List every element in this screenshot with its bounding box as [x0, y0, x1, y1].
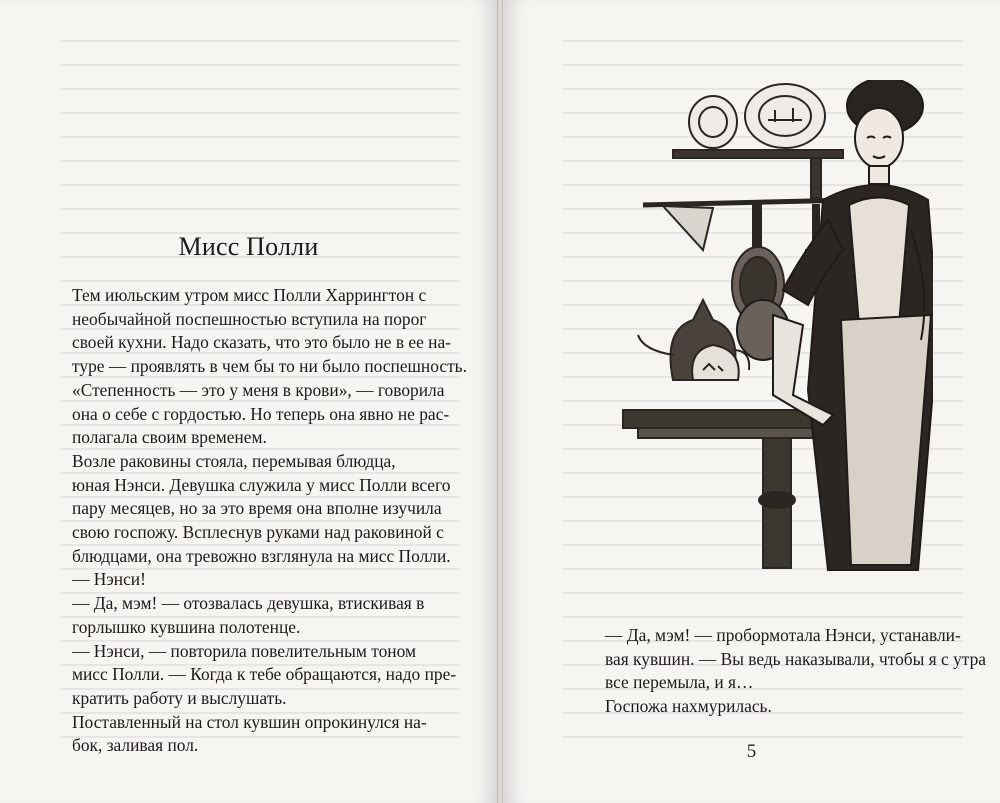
text-line: Поставленный на стол кувшин опрокинулся на- — [72, 711, 427, 732]
right-page — [503, 0, 1000, 803]
text-line: — Нэнси, — повторила повелительным тоном — [72, 640, 416, 661]
woman-in-kitchen-illustration-icon — [563, 80, 933, 580]
paragraph — [44, 640, 457, 711]
text-line: она о себе с гордостью. Но теперь она явно не рас- — [72, 403, 450, 424]
text-line: полагала своим временем. — [72, 427, 267, 448]
left-text-block — [44, 284, 467, 758]
text-line: блюдцами, она тревожно взглянула на мисс Полли. — [72, 545, 451, 566]
chapter-title: Мисс Полли — [178, 232, 319, 261]
text-line: Возле раковины стояла, перемывая блюдца, — [72, 450, 396, 471]
text-line: мисс Полли. — Когда к тебе обращаются, надо пре- — [72, 664, 457, 685]
text-line: — Нэнси! — [72, 569, 146, 590]
text-line: — Да, мэм! — пробормотала Нэнси, устанавли- — [605, 625, 961, 645]
paragraph — [44, 568, 450, 592]
page-number: 5 — [746, 741, 757, 762]
text-line: вая кувшин. — Вы ведь наказывали, чтобы я с утра — [605, 648, 986, 669]
text-line: «Степенность — это у меня в крови», — говорила — [72, 379, 445, 400]
paragraph — [44, 711, 450, 758]
text-line: необычайной поспешностью вступила на порог — [72, 308, 427, 329]
text-line: кратить работу и выслушать. — [72, 687, 287, 708]
paragraph — [577, 695, 969, 719]
right-text-block — [577, 624, 986, 719]
text-line: юная Нэнси. Девушка служила у мисс Полли всего — [72, 474, 451, 495]
text-line: Тем июльским утром мисс Полли Харрингтон с — [72, 285, 427, 305]
paragraph — [44, 592, 450, 639]
text-line: горлышко кувшина полотенце. — [72, 616, 301, 637]
text-line: — Да, мэм! — отозвалась девушка, втискивая в — [72, 593, 425, 614]
left-page — [0, 0, 497, 803]
paragraph — [44, 284, 467, 450]
text-line: своей кухни. Надо сказать, что это было не в ее на- — [72, 332, 451, 353]
text-line: свою госпожу. Всплеснув руками над раковиной с — [72, 522, 444, 543]
text-line: бок, заливая пол. — [72, 735, 199, 756]
paragraph — [577, 624, 986, 695]
text-line: все перемыла, и я… — [605, 672, 754, 693]
text-line: туре — проявлять в чем бы то ни было поспешность. — [72, 356, 467, 377]
paragraph — [44, 450, 450, 569]
teapot-icon — [638, 300, 749, 380]
plate-shelf-icon — [673, 84, 843, 198]
text-line: Госпожа нахмурилась. — [605, 696, 772, 717]
text-line: пару месяцев, но за это время она вполне изучила — [72, 498, 442, 519]
